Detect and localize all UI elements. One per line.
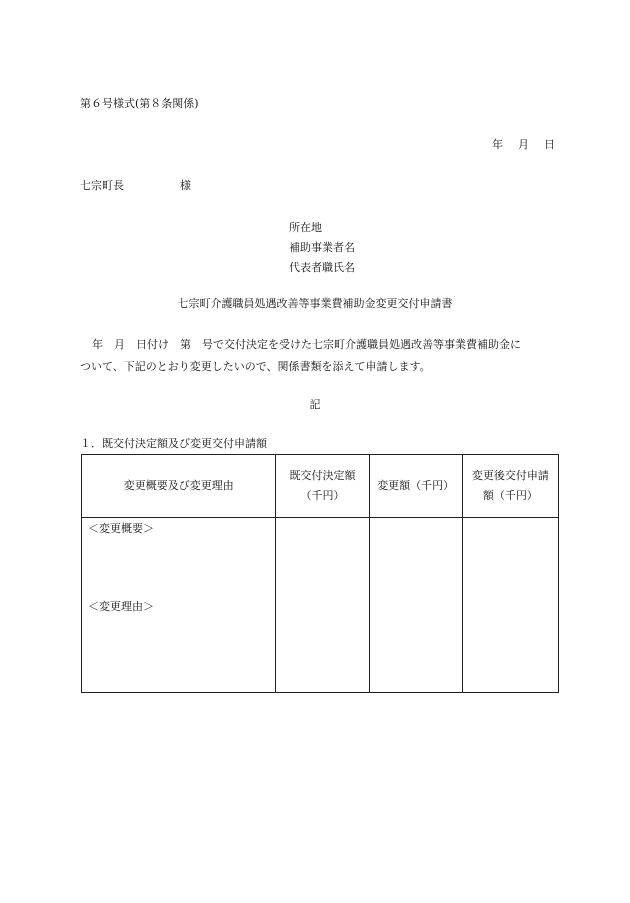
- header-summary: 変更概要及び変更理由: [82, 455, 276, 518]
- section-heading: １．既交付決定額及び変更交付申請額: [80, 437, 267, 450]
- table-row: [82, 518, 559, 693]
- body-line-2: ついて、下記のとおり変更したいので、関係書類を添えて申請します。: [80, 360, 431, 373]
- applicant-representative-label: 代表者職氏名: [289, 261, 355, 274]
- overview-label: ＜変更概要＞: [88, 522, 154, 535]
- date-year-label: 年: [492, 138, 503, 151]
- date-day-label: 日: [544, 138, 555, 151]
- header-decided-amount: 既交付決定額 （千円）: [276, 455, 369, 518]
- date-line: [492, 138, 555, 152]
- addressee: [80, 179, 191, 193]
- addressee-name: 七宗町長: [80, 179, 124, 192]
- applicant-operator-label: 補助事業者名: [289, 241, 355, 254]
- reason-label: ＜変更理由＞: [88, 600, 154, 613]
- date-month-label: 月: [518, 138, 529, 151]
- document-title: 七宗町介護職員処遇改善等事業費補助金変更交付申請書: [177, 297, 453, 310]
- table-header-row: [82, 455, 559, 518]
- applicant-block: [289, 218, 355, 278]
- addressee-honorific: 様: [180, 179, 191, 192]
- cell-after-amount: [462, 518, 558, 693]
- header-change-amount: 変更額（千円）: [369, 455, 462, 518]
- form-number: 第６号様式(第８条関係): [80, 97, 199, 110]
- body-line-1: 年 月 日付け 第 号で交付決定を受けた七宗町介護職員処遇改善等事業費補助金に: [92, 338, 521, 351]
- amount-table: [81, 454, 559, 693]
- cell-decided-amount: [276, 518, 369, 693]
- cell-change-amount: [369, 518, 462, 693]
- body-text: [80, 334, 560, 378]
- applicant-address-label: 所在地: [289, 221, 322, 234]
- ki-mark: 記: [309, 398, 321, 411]
- header-after-amount: 変更後交付申請 額（千円）: [462, 455, 558, 518]
- cell-summary: [82, 518, 276, 693]
